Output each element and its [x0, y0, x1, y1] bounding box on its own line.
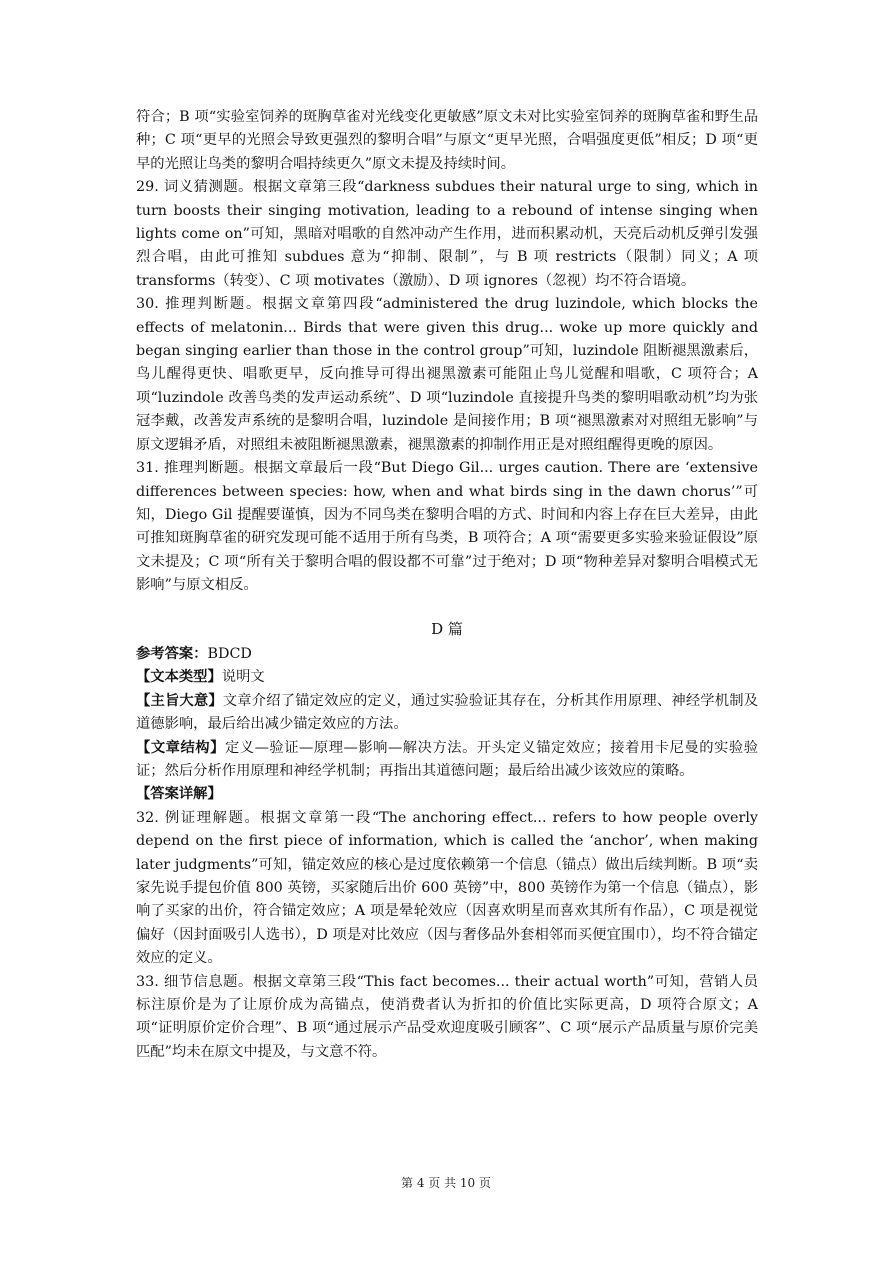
main-idea-value: 文章介绍了锚定效应的定义，通过实验验证其存在，分析其作用原理、神经学机制及道德影响，最后给出减少锚定效应的方法。: [136, 692, 759, 733]
question-32-explanation: 32. 例证理解题。根据文章第一段“The anchoring effect... refers to how people overly depend on the first piece of information, which is called the ‘anchor’, when making later judgments”可知，锚定效应的核心是过度依赖第一个信息（锚点）做出后续判断。B 项“卖家先说手提包价值 800 英镑，买家随后出价 600 英镑”中，800 英镑作为第一个信息（锚点），影响了买家的出价，符合锚定效应；A 项是晕轮效应（因喜欢明星而喜欢其所有作品），C 项是视觉偏好（因封面吸引人选书），D 项是对比效应（因与奢侈品外套相邻而买便宜围巾），均不符合锚定效应的定义。: [136, 809, 758, 967]
question-29-explanation: 29. 词义猜测题。根据文章第三段“darkness subdues their natural urge to sing, which in turn boosts their singing motivation, leading to a rebound of intense singing when lights come on”可知，黑暗对唱歌的自然冲动产生作用，进而积累动机，天亮后动机反弹引发强烈合唱，由此可推知 subdues 意为“抑制、限制”，与 B 项 restricts（限制）同义；A 项 transforms（转变）、C 项 motivates（激励）、D 项 ignores（忽视）均不符合语境。: [136, 179, 758, 289]
structure-label: 【文章结构】: [136, 739, 225, 756]
question-30-explanation: 30. 推理判断题。根据文章第四段“administered the drug luzindole, which blocks the effects of melatonin... Birds that were given this drug... woke up more quickly and began singing earlier than those in the control group”可知，luzindole 阻断褪黑激素后，鸟儿醒得更快、唱歌更早，反向推导可得出褪黑激素可能阻止鸟儿觉醒和唱歌，C 项符合；A 项“luzindole 改善鸟类的发声运动系统”、D 项“luzindole 直接提升鸟类的黎明唱歌动机”均为张冠李戴，改善发声系统的是黎明合唱，luzindole 是间接作用；B 项“褪黑激素对对照组无影响”与原文逻辑矛盾，对照组未被阻断褪黑激素，褪黑激素的抑制作用正是对照组醒得更晚的原因。: [136, 296, 758, 453]
text-type-label: 【文本类型】: [136, 669, 222, 686]
answer-key: [136, 643, 758, 666]
section-title: D 篇: [431, 619, 463, 638]
question-33-explanation: 33. 细节信息题。根据文章第三段“This fact becomes... their actual worth”可知，营销人员标注原价是为了让原价成为高锚点，使消费者认为折扣的价值比实际更高，D 项符合原文；A 项“证明原价定价合理”、B 项“通过展示产品受欢迎度吸引顾客”、C 项“展示产品质量与原价完美匹配”均未在原文中提及，与文意不符。: [136, 973, 758, 1060]
article-structure: [136, 737, 758, 784]
page-content: [136, 106, 758, 1064]
answer-key-value: BDCD: [207, 645, 252, 662]
main-idea-label: 【主旨大意】: [136, 692, 223, 709]
details-label: 【答案详解】: [136, 786, 222, 803]
main-idea: [136, 690, 758, 737]
text-type-value: 说明文: [221, 669, 265, 686]
paragraph-continuation: 符合；B 项“实验室饲养的斑胸草雀对光线变化更敏感”原文未对比实验室饲养的斑胸草雀和野生品种；C 项“更早的光照会导致更强烈的黎明合唱”与原文“更早光照，合唱强度更低”相反；D 项“更早的光照让鸟类的黎明合唱持续更久”原文未提及持续时间。: [136, 109, 758, 172]
text-type: [136, 666, 758, 689]
answer-key-label: 参考答案：: [136, 645, 208, 662]
page-footer: 第 4 页 共 10 页: [401, 1176, 491, 1190]
question-31-explanation: 31. 推理判断题。根据文章最后一段“But Diego Gil... urges caution. There are ‘extensive differences between species: how, when and what birds sing in the dawn chorus’”可知，Diego Gil 提醒要谨慎，因为不同鸟类在黎明合唱的方式、时间和内容上存在巨大差异，由此可推知斑胸草雀的研究发现可能不适用于所有鸟类，B 项符合；A 项“需要更多实验来验证假设”原文未提及；C 项“所有关于黎明合唱的假设都不可靠”过于绝对；D 项“物种差异对黎明合唱模式无影响”与原文相反。: [136, 460, 758, 594]
structure-value: 定义—验证—原理—影响—解决方法。开头定义锚定效应；接着用卡尼曼的实验验证；然后分析作用原理和神经学机制；再指出其道德问题；最后给出减少该效应的策略。: [136, 739, 759, 779]
